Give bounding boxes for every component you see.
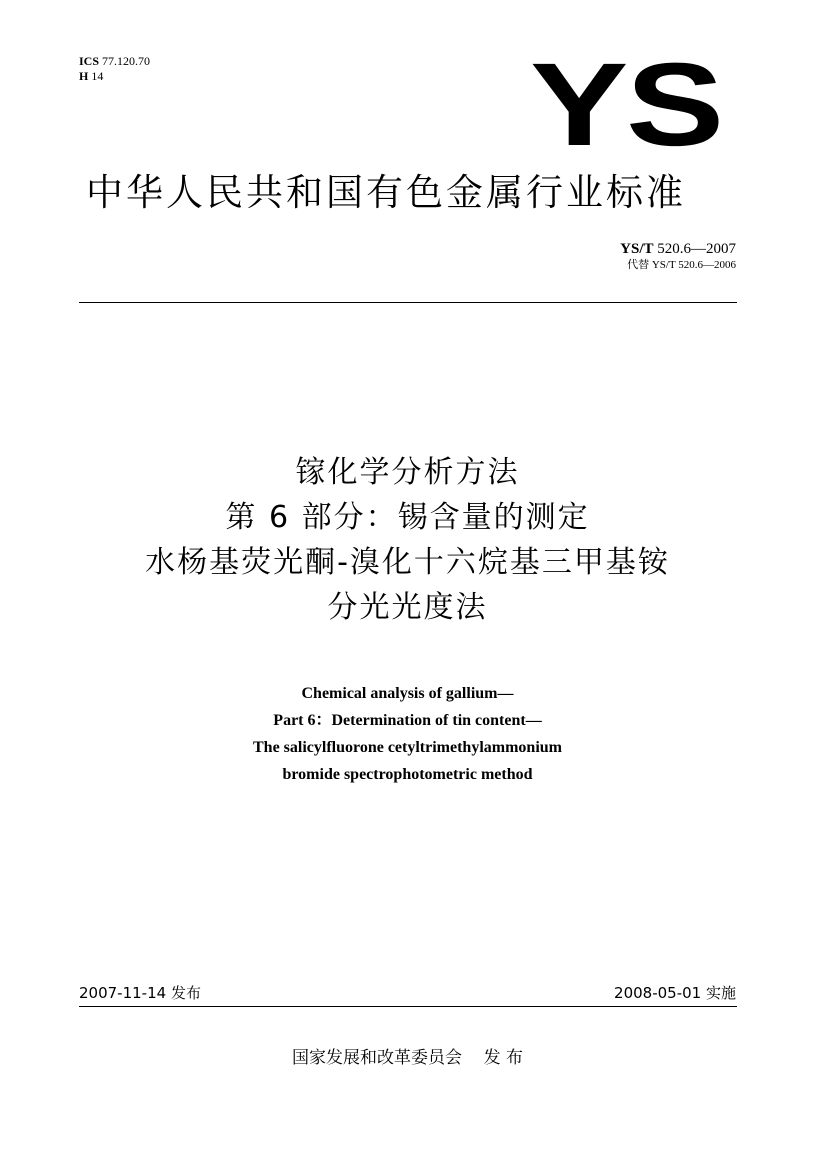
english-title-line: bromide spectrophotometric method <box>282 766 533 783</box>
standard-code-prefix: YS/T <box>620 241 654 257</box>
issue-date: 2007-11-14 发布 <box>79 984 201 1002</box>
top-divider <box>79 302 737 303</box>
bottom-divider <box>79 1006 737 1007</box>
english-title-line: The salicylfluorone cetyltrimethylammonium <box>253 739 562 756</box>
chinese-title-line: 水杨基荧光酮-溴化十六烷基三甲基铵 <box>145 545 670 580</box>
english-title-line: Chemical analysis of gallium— <box>301 685 514 702</box>
implementation-date: 2008-05-01 实施 <box>614 984 736 1002</box>
ics-code: 77.120.70 <box>102 54 151 68</box>
standard-code-number: 520.6—2007 <box>657 241 736 257</box>
standard-number-block <box>620 240 736 272</box>
chinese-title <box>0 450 815 630</box>
h-label: H <box>79 69 89 83</box>
org-title: 中华人民共和国有色金属行业标准 <box>86 171 686 214</box>
ys-logo: YS <box>530 39 722 171</box>
issuing-authority: 国家发展和改革委员会 发 布 <box>291 1048 524 1068</box>
chinese-title-line: 分光光度法 <box>327 590 488 625</box>
chinese-title-line: 第 6 部分：锡含量的测定 <box>225 500 590 535</box>
ics-classification <box>79 54 150 84</box>
english-title-line: Part 6：Determination of tin content— <box>273 712 542 729</box>
ics-label: ICS <box>79 54 100 68</box>
replaces-standard: 代替 YS/T 520.6—2006 <box>627 259 736 271</box>
standard-code <box>620 240 736 258</box>
h-code: 14 <box>91 69 104 83</box>
chinese-title-line: 镓化学分析方法 <box>295 455 520 490</box>
english-title <box>0 680 815 788</box>
